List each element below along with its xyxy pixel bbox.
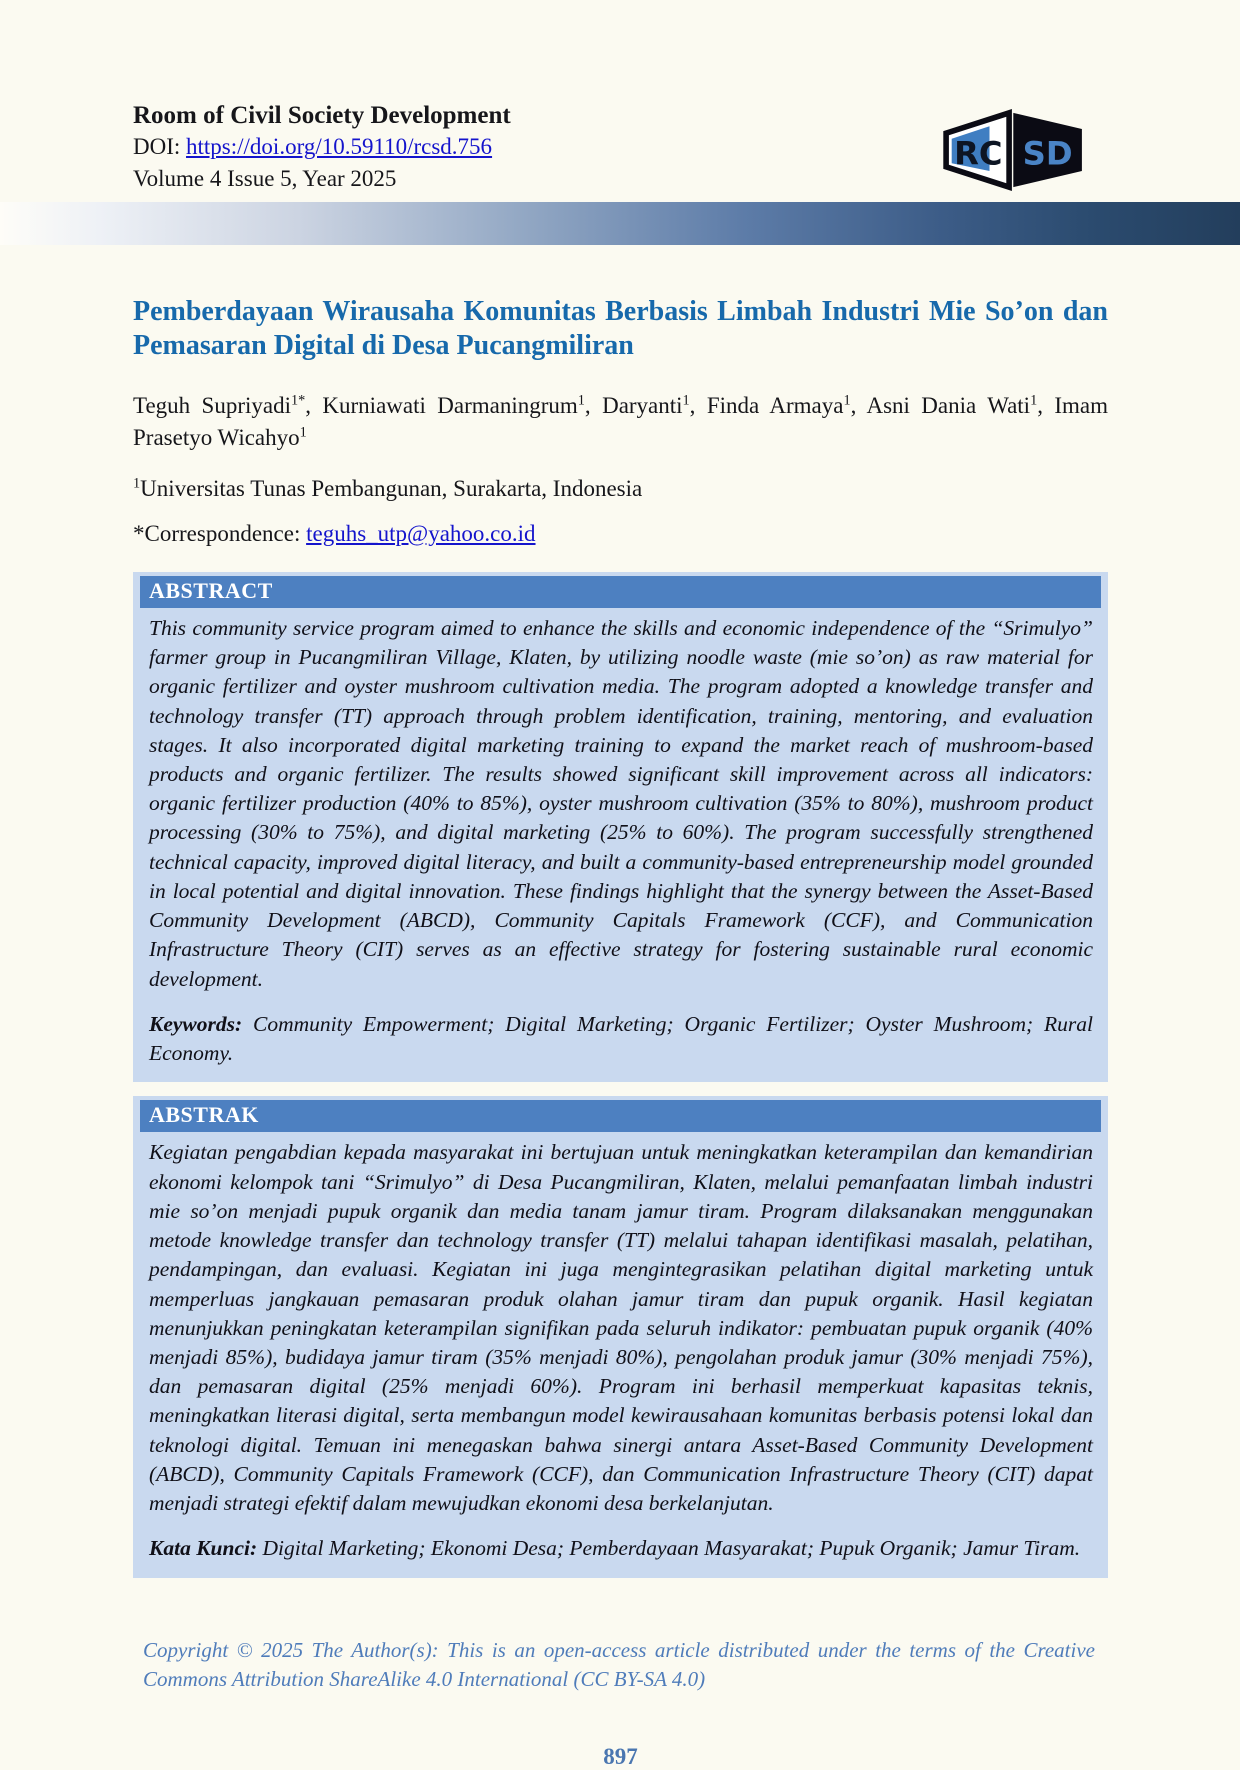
affiliation-marker: 1 [133,475,141,492]
author-name: Kurniawati Darmaningrum [322,392,578,418]
authors-line [133,390,1108,455]
author-name: Finda Armaya [706,392,844,418]
header-gradient-bar [0,202,1240,245]
author-affil-marker: 1 [577,391,585,408]
abstrak-body [140,1132,1101,1563]
doi-label: DOI: [133,134,181,159]
journal-logo [940,108,1088,192]
author-affil-marker: 1 [843,391,851,408]
article-front-matter [133,295,1108,1770]
logo-right-letters: SD [1022,134,1073,173]
keywords-label: Keywords: [149,1011,243,1036]
author-affil-marker: 1 [682,391,690,408]
doi-link[interactable]: https://doi.org/10.59110/rcsd.756 [186,134,493,159]
abstrak-section [133,1096,1108,1577]
author-name: Daryanti [602,392,683,418]
page-number: 897 [603,1744,638,1770]
author-name: Teguh Supriyadi [133,392,291,418]
author-separator: , [584,392,603,418]
journal-name: Room of Civil Society Development [133,102,511,129]
author-separator: , [850,392,867,418]
keywords-line [149,1010,1093,1068]
author-affil-marker: 1* [291,391,306,408]
correspondence-line [133,521,1108,547]
journal-header [0,0,1240,192]
correspondence-email-link[interactable]: teguhs_utp@yahoo.co.id [306,520,536,546]
issue-line: Volume 4 Issue 5, Year 2025 [133,165,397,191]
abstract-body [140,608,1101,1069]
copyright-notice: Copyright © 2025 The Author(s): This is an open-access article distributed under the terms of the Creative Commons Attribution ShareAlike 4.0 International (CC BY-SA 4.0) [143,1637,1095,1691]
correspondence-label: *Correspondence: [133,520,301,546]
rcsd-logo-icon [940,108,1088,192]
author-separator: , [1037,392,1055,418]
logo-left-letters: RC [954,134,1003,173]
keywords-text: Community Empowerment; Digital Marketing; Organic Fertilizer; Oyster Mushroom; Rural Economy. [149,1011,1094,1066]
kata-kunci-line [149,1534,1093,1563]
author-affil-marker: 1 [1030,391,1038,408]
abstract-section [133,572,1108,1083]
article-title: Pemberdayaan Wirausaha Komunitas Berbasis Limbah Industri Mie So’on dan Pemasaran Digital di Desa Pucangmiliran [133,296,1108,362]
kata-kunci-label: Kata Kunci: [149,1536,258,1561]
kata-kunci-text: Digital Marketing; Ekonomi Desa; Pemberdayaan Masyarakat; Pupuk Organik; Jamur Tiram. [262,1536,1081,1561]
abstrak-text: Kegiatan pengabdian kepada masyarakat ini bertujuan untuk meningkatkan keterampilan dan kemandirian ekonomi kelompok tani “Srimulyo” di Desa Pucangmiliran, Klaten, melalui pemanfaatan limbah industri mie so’on menjadi pupuk organik dan media tanam jamur tiram. Program dilaksanakan menggunakan metode knowledge transfer dan technology transfer (TT) melalui tahapan identifikasi masalah, pelatihan, pendampingan, dan evaluasi. Kegiatan ini juga mengintegrasikan pelatihan digital marketing untuk memperluas jangkauan pemasaran produk olahan jamur tiram dan pupuk organik. Hasil kegiatan menunjukkan peningkatan keterampilan signifikan pada seluruh indikator: pembuatan pupuk organik (40% menjadi 85%), budidaya jamur tiram (35% menjadi 80%), pengolahan produk jamur (30% menjadi 75%), dan pemasaran digital (25% menjadi 60%). Program ini berhasil memperkuat kapasitas teknis, meningkatkan literasi digital, serta membangun model kewirausahaan komunitas berbasis potensi lokal dan teknologi digital. Temuan ini menegaskan bahwa sinergi antara Asset-Based Community Development (ABCD), Community Capitals Framework (CCF), dan Communication Infrastructure Theory (CIT) dapat menjadi strategi efektif dalam mewujudkan ekonomi desa berkelanjutan. [149,1140,1093,1516]
author-separator: , [305,392,323,418]
author-name: Imam Prasetyo Wicahyo [133,392,1109,451]
abstract-heading: ABSTRACT [140,576,1101,608]
author-name: Asni Dania Wati [866,392,1031,418]
author-affil-marker: 1 [299,424,307,441]
affiliation-text: Universitas Tunas Pembangunan, Surakarta, Indonesia [140,475,643,501]
affiliation-line [133,476,1108,502]
abstrak-heading: ABSTRAK [140,1100,1101,1132]
abstract-text: This community service program aimed to enhance the skills and economic independence of the “Srimulyo” farmer group in Pucangmiliran Village, Klaten, by utilizing noodle waste (mie so’on) as raw material for organic fertilizer and oyster mushroom cultivation media. The program adopted a knowledge transfer and technology transfer (TT) approach through problem identification, training, mentoring, and evaluation stages. It also incorporated digital marketing training to expand the market reach of mushroom-based products and organic fertilizer. The results showed significant skill improvement across all indicators: organic fertilizer production (40% to 85%), oyster mushroom cultivation (35% to 80%), mushroom product processing (30% to 75%), and digital marketing (25% to 60%). The program successfully strengthened technical capacity, improved digital literacy, and built a community-based entrepreneurship model grounded in local potential and digital innovation. These findings highlight that the synergy between the Asset-Based Community Development (ABCD), Community Capitals Framework (CCF), and Communication Infrastructure Theory (CIT) serves as an effective strategy for fostering sustainable rural economic development. [149,615,1093,991]
author-separator: , [689,392,707,418]
